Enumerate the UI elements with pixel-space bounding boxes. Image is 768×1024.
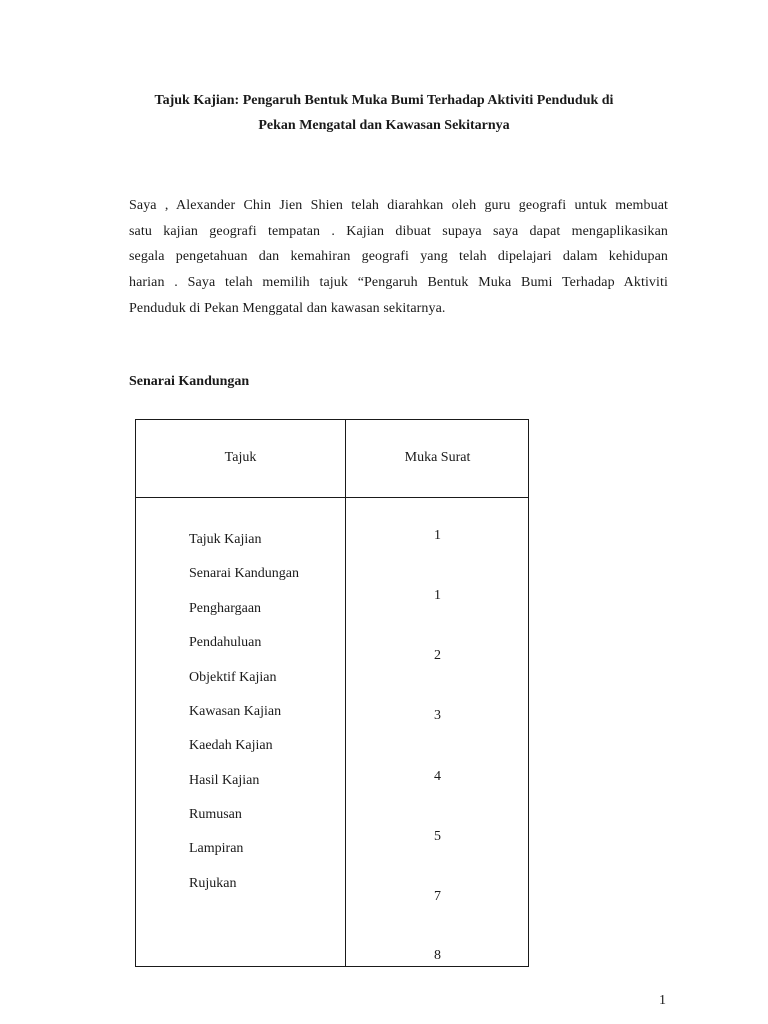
intro-line: Penduduk di Pekan Menggatal dan kawasan sekitarnya. [129, 300, 446, 316]
contents-entry: Objektif Kajian [189, 670, 277, 685]
contents-entry: Hasil Kajian [189, 773, 260, 788]
document-title-line-2: Pekan Mengatal dan Kawasan Sekitarnya [258, 118, 510, 133]
table-column-divider [345, 420, 346, 966]
page-number-cell: 2 [434, 648, 441, 663]
contents-entry: Rujukan [189, 876, 237, 891]
contents-entry: Rumusan [189, 807, 242, 822]
page-number-cell: 7 [434, 889, 441, 904]
column-header-topic: Tajuk [224, 450, 257, 465]
column-header-page: Muka Surat [404, 450, 471, 465]
contents-entry: Lampiran [189, 841, 244, 856]
page-number: 1 [659, 993, 666, 1008]
contents-entry: Pendahuluan [189, 635, 262, 650]
contents-entry: Tajuk Kajian [189, 532, 262, 547]
page-number-cell: 3 [434, 708, 441, 723]
page-number-cell: 4 [434, 769, 441, 784]
table-header-divider [136, 497, 528, 498]
contents-heading: Senarai Kandungan [129, 374, 250, 389]
contents-entry: Kaedah Kajian [189, 738, 273, 753]
contents-table [135, 419, 529, 967]
contents-entry: Senarai Kandungan [189, 566, 300, 581]
document-title-line-1: Tajuk Kajian: Pengaruh Bentuk Muka Bumi Terhadap Aktiviti Penduduk di [154, 93, 614, 108]
contents-entry: Penghargaan [189, 601, 262, 616]
intro-line: harian . Saya telah memilih tajuk “Pengaruh Bentuk Muka Bumi Terhadap Aktiviti [129, 275, 668, 291]
page-number-cell: 8 [434, 948, 441, 963]
page-number-cell: 1 [434, 588, 441, 603]
page-number-cell: 1 [434, 528, 441, 543]
contents-entry: Kawasan Kajian [189, 704, 282, 719]
intro-line: satu kajian geografi tempatan . Kajian dibuat supaya saya dapat mengaplikasikan [129, 223, 668, 239]
page-number-cell: 5 [434, 829, 441, 844]
intro-line: segala pengetahuan dan kemahiran geografi yang telah dipelajari dalam kehidupan [129, 249, 668, 265]
intro-line: Saya , Alexander Chin Jien Shien telah diarahkan oleh guru geografi untuk membuat [129, 198, 668, 213]
intro-paragraph [129, 193, 668, 321]
